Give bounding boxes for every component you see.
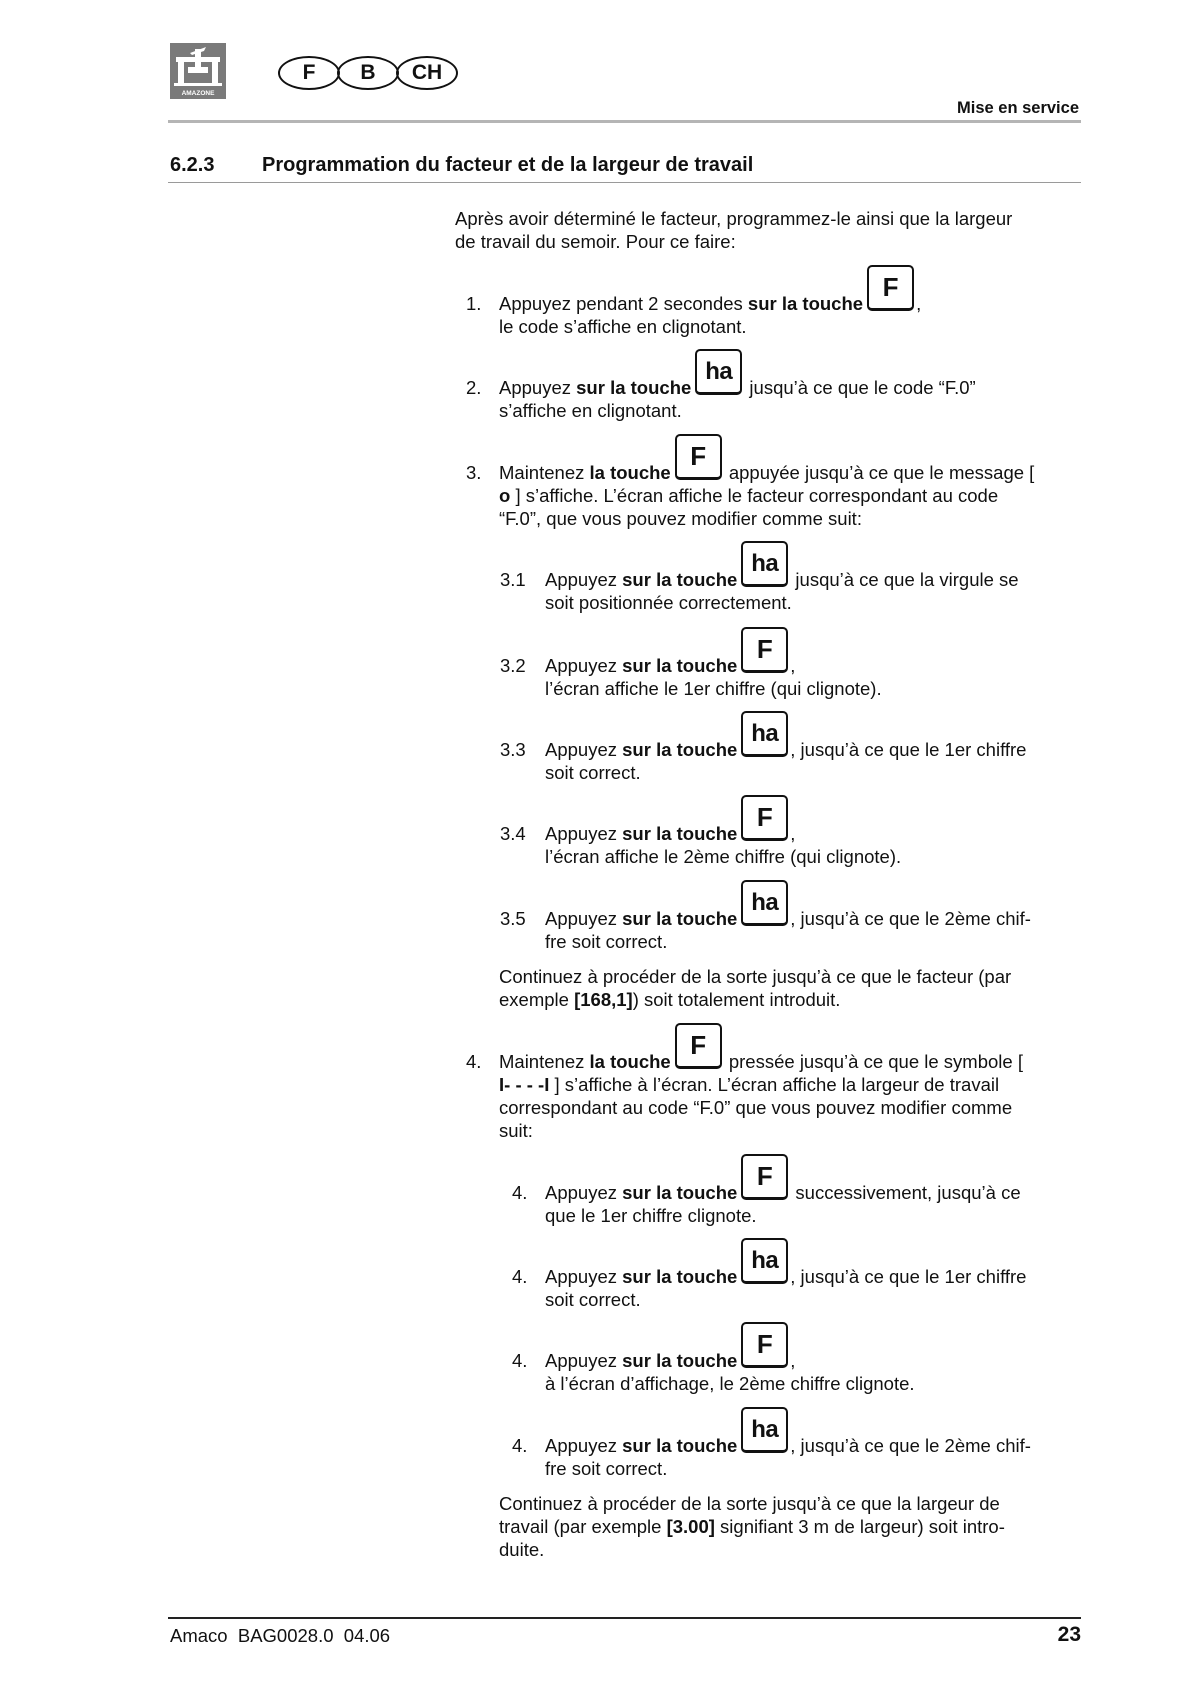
substep-4-d [512,1416,1031,1480]
step-text: ] s’affiche. L’écran affiche le facteur correspondant au code [510,485,999,506]
page-number: 23 [1057,1623,1081,1646]
substep-text: Appuyez [545,1182,623,1203]
substep-3-3 [500,720,1027,784]
step-text-bold: sur la touche [576,377,692,398]
substep-line: l’écran affiche le 1er chiffre (qui clignote). [545,678,882,699]
substep-line: soit positionnée correctement. [545,592,792,613]
substep-line [545,1247,1027,1288]
substep-text: , jusqu’à ce que le 1er chiffre [790,739,1027,760]
step-number: 2. [466,377,482,398]
substep-number: 3.1 [500,569,526,590]
f-key-icon: F [741,795,788,841]
example-value: [168,1] [574,989,633,1010]
step-text: pressée jusqu’à ce que le symbole [ [723,1051,1023,1072]
footer-document-ref: Amaco BAG0028.0 04.06 [170,1625,391,1646]
ha-key-icon: ha [741,711,788,757]
step-line [499,358,976,399]
step-2 [466,358,976,422]
f-key-icon: F [675,1023,722,1069]
substep-text-bold: sur la touche [622,823,738,844]
substep-line: soit correct. [545,762,641,783]
heading-number: 6.2.3 [170,154,215,176]
substep-text: Appuyez [545,1350,623,1371]
country-badge-ch: CH [396,56,458,90]
step-text: Appuyez pendant 2 secondes [499,293,748,314]
substep-text: , jusqu’à ce que le 2ème chif- [790,908,1031,929]
paragraph-text: travail (par exemple [499,1516,667,1537]
substep-3-1 [500,550,1019,614]
substep-number: 4. [512,1435,528,1456]
intro-line: de travail du semoir. Pour ce faire: [455,231,736,252]
substep-4-b [512,1247,1027,1311]
substep-number: 3.3 [500,739,526,760]
step-text: appuyée jusqu’à ce que le message [ [723,462,1035,483]
step-1 [466,272,922,338]
substep-line [545,1416,1031,1457]
substep-line: fre soit correct. [545,931,668,952]
heading-title: Programmation du facteur et de la largeur de travail [262,154,754,176]
substep-text: Appuyez [545,1266,623,1287]
substep-line [545,1161,1021,1204]
heading-rule [168,182,1081,183]
substep-line: que le 1er chiffre clignote. [545,1205,757,1226]
substep-text-bold: sur la touche [622,1350,738,1371]
step-text: Appuyez [499,377,577,398]
substep-3-2 [500,634,882,700]
substep-number: 4. [512,1182,528,1203]
substep-line [545,802,901,845]
substep-line [545,1329,915,1372]
f-key-icon: F [741,1154,788,1200]
ha-key-icon: ha [741,880,788,926]
substep-4-c [512,1329,915,1395]
continue-paragraph-2 [499,1492,1005,1561]
continue-paragraph-1 [499,965,1011,1011]
substep-text: Appuyez [545,739,623,760]
substep-3-5 [500,889,1031,953]
substep-text: Appuyez [545,569,623,590]
paragraph-line [499,988,1011,1011]
substep-number: 4. [512,1266,528,1287]
paragraph-text: signifiant 3 m de largeur) soit intro- [714,1516,1005,1537]
step-text: ] s’affiche à l’écran. L’écran affiche la largeur de travail [549,1074,1000,1095]
step-line: correspondant au code “F.0” que vous pouvez modifier comme [499,1097,1013,1118]
paragraph-line: Continuez à procéder de la sorte jusqu’à ce que le facteur (par [499,966,1012,987]
step-number: 1. [466,293,482,314]
step-number: 4. [466,1051,482,1072]
paragraph-text: exemple [499,989,575,1010]
footer-rule [168,1617,1081,1619]
f-key-icon: F [675,434,722,480]
substep-text-bold: sur la touche [622,739,738,760]
logo-text: AMAZONE [181,90,215,97]
substep-text: , jusqu’à ce que le 1er chiffre [790,1266,1027,1287]
substep-line: l’écran affiche le 2ème chiffre (qui clignote). [545,846,902,867]
header-rule [168,120,1081,123]
step-text: , [916,293,922,314]
ha-key-icon: ha [695,349,742,395]
substep-line: fre soit correct. [545,1458,668,1479]
substep-number: 4. [512,1350,528,1371]
substep-text-bold: sur la touche [622,1266,738,1287]
substep-text-bold: sur la touche [622,569,738,590]
display-symbol: o [499,485,511,506]
substep-text: Appuyez [545,1435,623,1456]
step-line [499,484,1034,507]
substep-text: Appuyez [545,823,623,844]
step-text-bold: la touche [589,1051,671,1072]
f-key-icon: F [867,265,914,311]
substep-number: 3.2 [500,655,526,676]
paragraph-line [499,1515,1005,1538]
substep-text: , [790,655,796,676]
intro-paragraph [455,207,1012,253]
country-badge-b: B [337,56,399,90]
step-line: “F.0”, que vous pouvez modifier comme suit: [499,508,862,529]
substep-text-bold: sur la touche [622,908,738,929]
substep-4-a [512,1161,1021,1227]
step-line [499,1073,1023,1096]
substep-text: jusqu’à ce que la virgule se [790,569,1019,590]
f-key-icon: F [741,627,788,673]
substep-text: Appuyez [545,908,623,929]
step-text: Maintenez [499,462,590,483]
step-4 [466,1030,1023,1142]
step-line: suit: [499,1120,533,1141]
substep-text: , jusqu’à ce que le 2ème chif- [790,1435,1031,1456]
substep-text: , [790,823,796,844]
display-symbol: I- - - -I [499,1074,550,1095]
substep-line: à l’écran d’affichage, le 2ème chiffre clignote. [545,1373,915,1394]
country-badge-f: F [278,56,340,90]
step-3 [466,441,1035,530]
ha-key-icon: ha [741,1238,788,1284]
substep-number: 3.5 [500,908,526,929]
substep-line: soit correct. [545,1289,641,1310]
section-title: Mise en service [957,99,1079,117]
paragraph-line: Continuez à procéder de la sorte jusqu’à ce que la largeur de [499,1493,1000,1514]
step-line [499,441,1035,484]
step-text: Maintenez [499,1051,590,1072]
ha-key-icon: ha [741,541,788,587]
step-line [499,1030,1023,1073]
substep-text-bold: sur la touche [622,655,738,676]
paragraph-line: duite. [499,1539,545,1560]
substep-line [545,720,1027,761]
amazone-logo-icon [170,43,226,99]
paragraph-text: ) soit totalement introduit. [632,989,841,1010]
step-text-bold: sur la touche [747,293,864,314]
step-text: jusqu’à ce que le code “F.0” [744,377,976,398]
country-badges [278,56,455,88]
step-line: s’affiche en clignotant. [499,400,682,421]
substep-number: 3.4 [500,823,526,844]
f-key-icon: F [741,1322,788,1368]
example-value: [3.00] [666,1516,715,1537]
substep-text-bold: sur la touche [622,1182,738,1203]
substep-line [545,550,1019,591]
substep-text-bold: sur la touche [622,1435,738,1456]
substep-text: successivement, jusqu’à ce [790,1182,1021,1203]
ha-key-icon: ha [741,1407,788,1453]
step-number: 3. [466,462,482,483]
intro-line: Après avoir déterminé le facteur, programmez-le ainsi que la largeur [455,208,1013,229]
substep-text: , [790,1350,796,1371]
substep-line [545,634,882,677]
substep-line [545,889,1031,930]
step-text-bold: la touche [589,462,671,483]
step-line [499,272,922,315]
substep-3-4 [500,802,902,868]
step-line: le code s’affiche en clignotant. [499,316,747,337]
substep-text: Appuyez [545,655,623,676]
